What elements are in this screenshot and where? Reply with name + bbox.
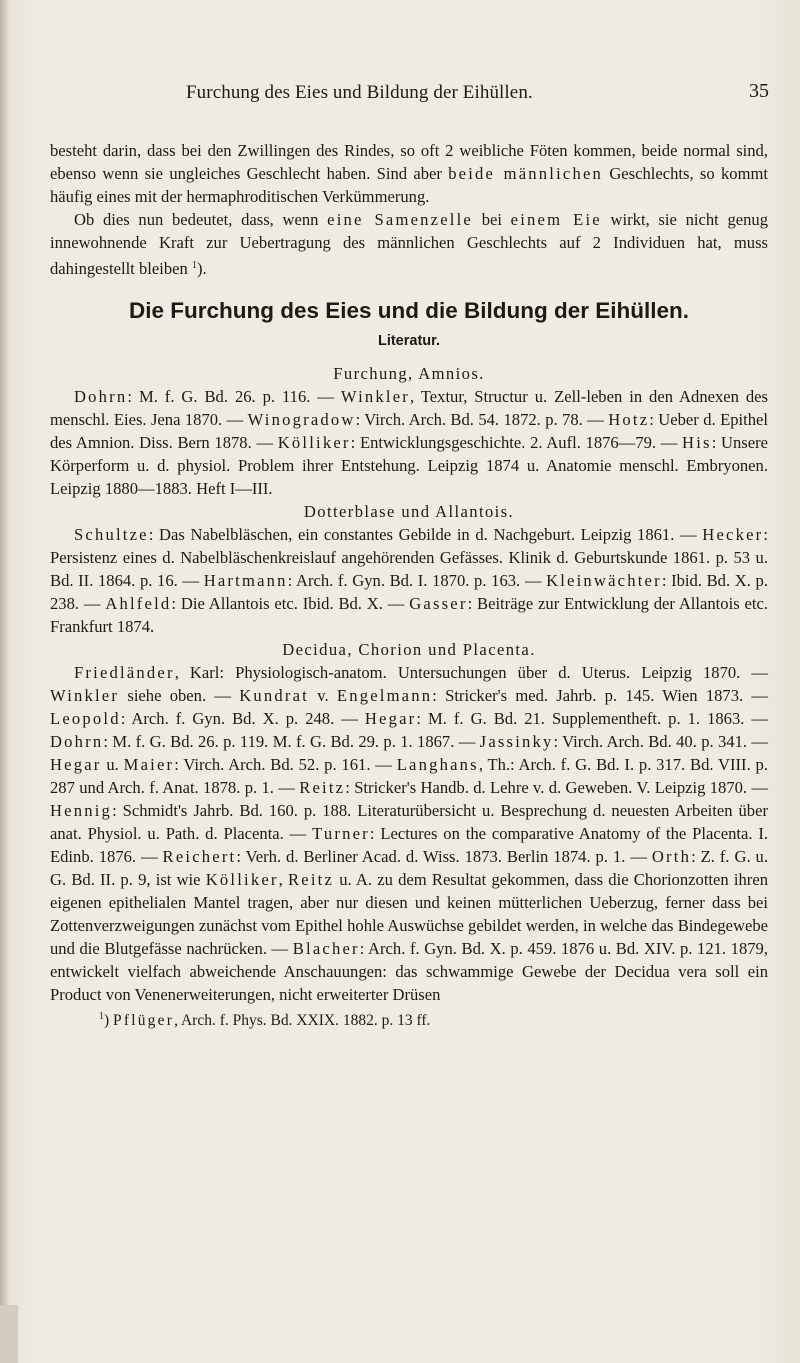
bibliography-entry	[50, 661, 768, 1006]
author-name: Langhans	[396, 755, 479, 774]
text-run: besteht darin, dass bei den Zwillingen des Rindes, so oft 2 weibliche Föten kommen, beide normal sind, ebenso wenn sie ungleiches Geschlecht haben. Sind aber	[50, 141, 768, 183]
author-name: Reichert	[162, 847, 237, 866]
spaced-text: beide männlichen	[448, 164, 604, 183]
author-name: Dohrn	[50, 732, 104, 751]
author-name: Reitz	[287, 870, 335, 889]
citation-text: : Arch. f. Gyn. Bd. X. p. 248. —	[120, 709, 365, 728]
author-name: Orth	[651, 847, 692, 866]
author-name: His	[682, 433, 712, 452]
citation-text: u.	[101, 755, 124, 774]
literature-heading: Literatur.	[377, 333, 441, 349]
author-name: Hartmann	[203, 571, 288, 590]
author-name: Hegar	[364, 709, 417, 728]
running-title: Furchung des Eies und Bildung der Eihüllen.	[186, 82, 533, 103]
bibliography-entry	[50, 385, 768, 500]
citation-text: : Z. f. G. u. G. Bd. II. p. 9, ist wie	[50, 847, 768, 889]
spaced-text: eine Samenzelle	[327, 210, 473, 229]
author-name: Gasser	[409, 594, 468, 613]
text-run: bei	[472, 210, 511, 229]
citation-text: : Stricker's med. Jahrb. p. 145. Wien 1873. —	[432, 686, 769, 705]
citation-text: , Textur, Structur u. Zell-leben in den Adnexen des menschl. Eies. Jena 1870. —	[50, 387, 768, 429]
citation-text: : Verh. d. Berliner Acad. d. Wiss. 1873. Berlin 1874. p. 1. —	[236, 847, 652, 866]
footnote	[50, 1006, 768, 1032]
footnote-reference: 1	[191, 260, 197, 271]
author-name: Kölliker	[277, 433, 351, 452]
footnote-author: Pflüger	[113, 1012, 175, 1029]
author-name: Kundrat	[239, 686, 309, 705]
author-name: Hotz	[608, 410, 650, 429]
author-name: Kleinwächter	[546, 571, 662, 590]
author-name: Leopold	[50, 709, 121, 728]
citation-text: : M. f. G. Bd. 26. p. 116. —	[127, 387, 341, 406]
text-run: Ob dies nun bedeutet, dass, wenn	[74, 210, 328, 229]
author-name: Hegar	[50, 755, 102, 774]
citation-text: : Arch. f. Gyn. Bd. I. 1870. p. 163. —	[287, 571, 547, 590]
citation-text: : M. f. G. Bd. 21. Supplementheft. p. 1. 1863. —	[416, 709, 768, 728]
footnote-mark: 1	[99, 1011, 104, 1022]
page-body	[50, 139, 768, 1032]
author-name: Dohrn	[74, 387, 128, 406]
bibliography-entry	[50, 523, 768, 638]
author-name: Winogradow	[247, 410, 356, 429]
page-edge	[0, 1305, 18, 1363]
author-name: Jassinky	[479, 732, 554, 751]
citation-text: : Das Nabelbläschen, ein constantes Gebilde in d. Nachgeburt. Leipzig 1861. —	[148, 525, 703, 544]
citation-text: , Karl: Physiologisch-anatom. Untersuchungen über d. Uterus. Leipzig 1870. —	[174, 663, 768, 682]
citation-text: : Persistenz eines d. Nabelbläschenkreislauf angehörenden Gefässes. Klinik d. Geburtskunde 1861. p. 53 u. Bd. II. 1864. p. 16. —	[50, 525, 768, 590]
spaced-text: einem Eie	[510, 210, 602, 229]
section-heading: Dotterblase und Allantois.	[303, 502, 515, 521]
citation-text: : Die Allantois etc. Ibid. Bd. X. —	[171, 594, 410, 613]
citation-text: : Virch. Arch. Bd. 54. 1872. p. 78. —	[355, 410, 609, 429]
citation-text: u. A. zu dem Resultat gekommen, dass die Chorionzotten ihren eigenen epithelialen Mantel tragen, aber nur diesen und keinen mütterlichen Ueberzug, ferner dass bei Zottenverzweigungen zunächst vom Epithel hohle Auswüchse gebildet werden, in welche das Bindegewebe und die Blutgefässe nachrücken. —	[50, 870, 768, 958]
citation-text: siehe oben. —	[119, 686, 240, 705]
intro-paragraph	[50, 208, 768, 280]
citation-text: v.	[308, 686, 337, 705]
citation-text: : Virch. Arch. Bd. 40. p. 341. —	[553, 732, 768, 751]
citation-text: : Virch. Arch. Bd. 52. p. 161. —	[174, 755, 397, 774]
page-gutter-shadow	[0, 0, 10, 1363]
intro-paragraph	[50, 139, 768, 208]
citation-text: : Ibid. Bd. X. p. 238. —	[50, 571, 768, 613]
author-name: Blacher	[292, 939, 360, 958]
author-name: Reitz	[299, 778, 346, 797]
citation-text: : Ueber d. Epithel des Amnion. Diss. Bern 1878. —	[50, 410, 768, 452]
citation-text: : Arch. f. Gyn. Bd. X. p. 459. 1876 u. Bd. XIV. p. 121. 1879, entwickelt vielfach abweichende Anschauungen: das schwammige Gewebe der Decidua vera soll ein Product von Venenerweiterungen, nicht erweiterter Drüsen	[50, 939, 768, 1004]
author-name: Hecker	[702, 525, 764, 544]
section-heading: Decidua, Chorion und Placenta.	[282, 640, 536, 659]
author-name: Winkler	[50, 686, 120, 705]
citation-text: : Lectures on the comparative Anatomy of the Placenta. I. Edinb. 1876. —	[50, 824, 769, 866]
text-run: Geschlechts, so kommt häufig eines mit der hermaphroditischen Verkümmerung.	[50, 164, 768, 206]
author-name: Hennig	[50, 801, 113, 820]
citation-text: : Unsere Körperform u. d. physiol. Problem ihrer Entstehung. Leipzig 1874 u. Anatomie menschl. Embryonen. Leipzig 1880—1883. Heft I—III.	[50, 433, 768, 498]
bibliography-sections	[50, 362, 768, 1006]
section-heading: Furchung, Amnios.	[333, 364, 485, 383]
author-name: Winkler	[340, 387, 411, 406]
citation-text: : Entwicklungsgeschichte. 2. Aufl. 1876—79. —	[350, 433, 683, 452]
author-name: Kölliker	[205, 870, 279, 889]
author-name: Maier	[123, 755, 175, 774]
citation-text: : Beiträge zur Entwicklung der Allantois etc. Frankfurt 1874.	[50, 594, 768, 636]
footnote-mark-close: )	[104, 1012, 110, 1029]
text-run: ).	[196, 259, 207, 278]
page-header	[0, 82, 800, 112]
citation-text: ,	[278, 870, 288, 889]
author-name: Turner	[312, 824, 370, 843]
author-name: Engelmann	[336, 686, 433, 705]
citation-text: : Schmidt's Jahrb. Bd. 160. p. 188. Literaturübersicht u. Besprechung d. neuesten Arbeiten über anat. Physiol. u. Path. d. Placenta. —	[50, 801, 768, 843]
author-name: Friedländer	[74, 663, 175, 682]
author-name: Ahlfeld	[105, 594, 172, 613]
author-name: Schultze	[74, 525, 149, 544]
citation-text: : M. f. G. Bd. 26. p. 119. M. f. G. Bd. 29. p. 1. 1867. —	[103, 732, 480, 751]
chapter-heading: Die Furchung des Eies und die Bildung der Eihüllen.	[128, 298, 690, 323]
footnote-text: , Arch. f. Phys. Bd. XXIX. 1882. p. 13 ff.	[174, 1012, 431, 1029]
citation-text: : Stricker's Handb. d. Lehre v. d. Geweben. V. Leipzig 1870. —	[345, 778, 768, 797]
page-number: 35	[749, 80, 769, 102]
text-run: wirkt, sie nicht genug innewohnende Kraft zur Uebertragung des männlichen Geschlechts auf 2 Individuen hat, muss dahingestellt bleiben	[50, 210, 769, 278]
citation-text: , Th.: Arch. f. G. Bd. I. p. 317. Bd. VIII. p. 287 und Arch. f. Anat. 1878. p. 1. —	[50, 755, 768, 797]
